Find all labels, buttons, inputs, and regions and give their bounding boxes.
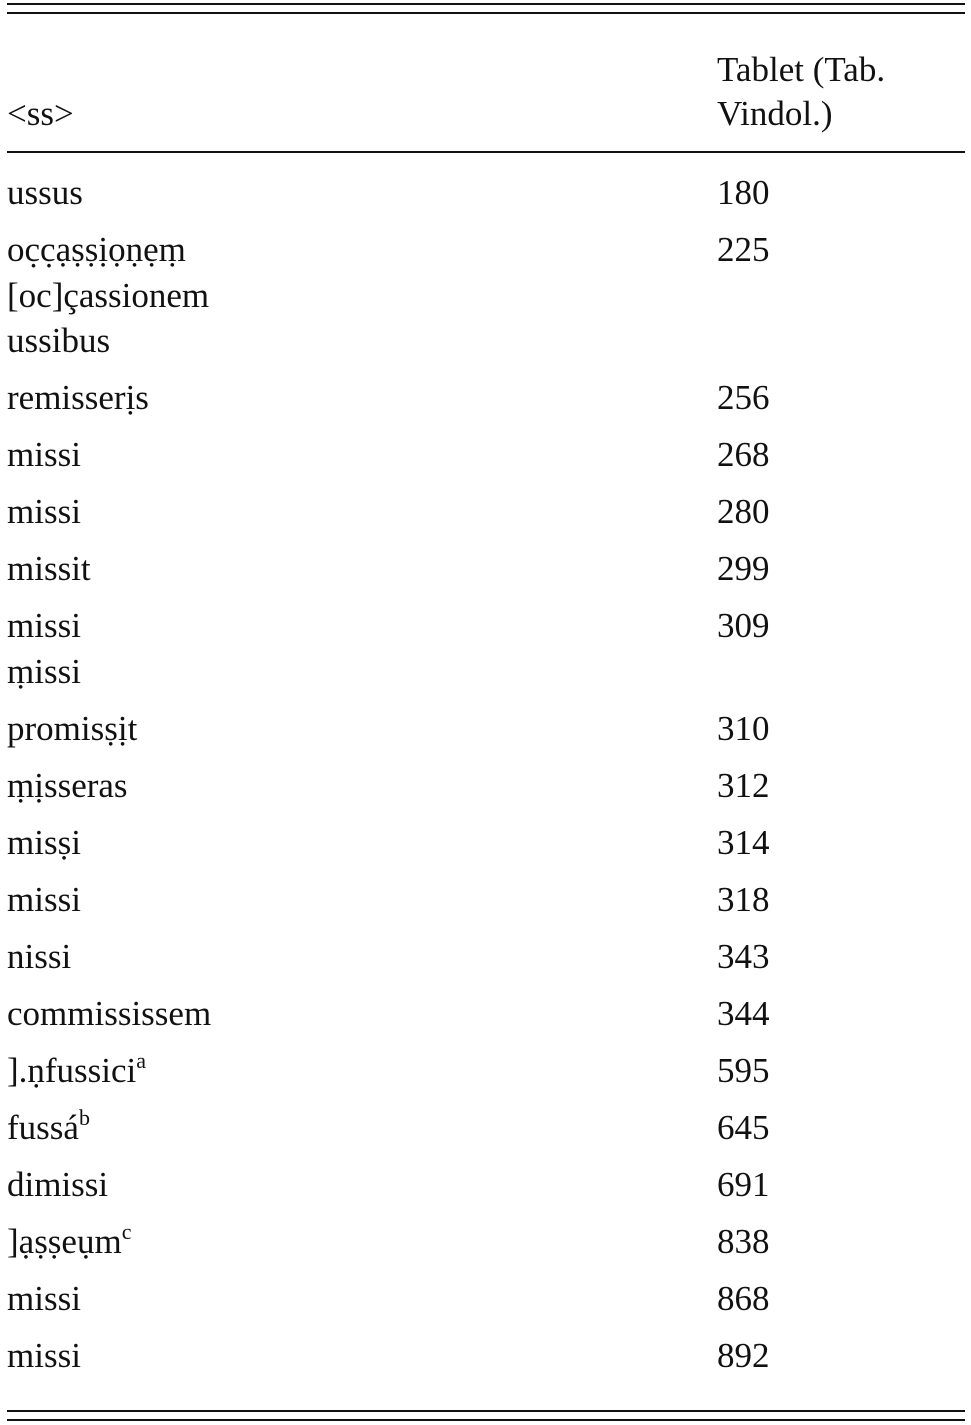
word-cell [7, 1048, 717, 1094]
word-form: ṃịsseras [7, 765, 128, 805]
word-form: ṃissi [7, 651, 81, 691]
word-form: missi [7, 606, 81, 645]
footnote-marker: b [78, 1104, 90, 1130]
table-row [7, 1048, 965, 1105]
tablet-number-cell: 892 [717, 1335, 770, 1375]
word-form [7, 1219, 717, 1265]
tablet-number-cell: 180 [717, 173, 770, 212]
table-row [7, 877, 965, 934]
word-cell [7, 603, 717, 694]
tablet-number-cell: 318 [717, 879, 770, 919]
word-cell [7, 1333, 717, 1379]
tablet-number-cell: 344 [717, 993, 770, 1033]
table-row [7, 706, 965, 763]
tablet-number-cell: 256 [717, 378, 770, 417]
table-row [7, 1105, 965, 1162]
tablet-number-cell: 868 [717, 1278, 770, 1318]
table-row [7, 227, 965, 375]
header-tablet-line-1: Tablet (Tab. [717, 50, 886, 89]
table-row [7, 991, 965, 1048]
word-form: missit [7, 549, 91, 588]
tablet-number-cell: 309 [717, 606, 770, 645]
word-form: missi [7, 1335, 81, 1375]
tablet-number-cell: 225 [717, 230, 770, 269]
word-cell [7, 934, 717, 980]
table-top-rule-outer [7, 3, 965, 5]
word-cell [7, 991, 717, 1037]
word-form: commississem [7, 993, 212, 1033]
table-header [7, 44, 965, 144]
table-row [7, 1219, 965, 1276]
word-cell [7, 227, 717, 364]
word-cell [7, 170, 717, 216]
word-form: missi [7, 435, 81, 474]
table-row [7, 934, 965, 991]
word-cell [7, 1105, 717, 1151]
word-form: nissi [7, 936, 72, 976]
table-body [7, 170, 965, 1390]
table-row [7, 603, 965, 706]
word-form [7, 1105, 717, 1151]
table-row [7, 1333, 965, 1390]
tablet-number-cell: 838 [717, 1221, 770, 1261]
word-form: [oc]çassionem [7, 275, 210, 315]
tablet-number-cell: 595 [717, 1050, 770, 1090]
footnote-marker: a [136, 1047, 147, 1073]
word-cell [7, 706, 717, 752]
word-text: ]ạṣṣeụm [7, 1221, 122, 1261]
word-cell [7, 1219, 717, 1265]
word-form: promisṣịt [7, 708, 138, 748]
word-cell [7, 489, 717, 535]
tablet-number-cell: 343 [717, 936, 770, 976]
word-cell [7, 432, 717, 478]
tablet-number-cell: 299 [717, 549, 770, 588]
word-form: remisserịs [7, 378, 149, 417]
word-cell [7, 546, 717, 592]
word-form: dimissi [7, 1164, 109, 1204]
tablet-number-cell: 280 [717, 492, 770, 531]
word-form: oc̣c̣ạṣṣịọṇẹṃ [7, 230, 186, 269]
word-form: missi [7, 492, 81, 531]
table-row [7, 820, 965, 877]
table-top-rule-inner [7, 12, 965, 14]
table-row [7, 489, 965, 546]
table-row [7, 375, 965, 432]
word-form: misṣi [7, 822, 81, 862]
table-row [7, 1276, 965, 1333]
header-tablet-column [717, 48, 885, 136]
word-cell [7, 1276, 717, 1322]
table-row [7, 170, 965, 227]
word-cell [7, 763, 717, 809]
tablet-number-cell: 268 [717, 435, 770, 474]
header-tablet-line-2: Vindol.) [717, 94, 833, 133]
word-form: ussibus [7, 321, 111, 360]
word-form: missi [7, 879, 81, 919]
tablet-number-cell: 314 [717, 822, 770, 862]
word-cell [7, 1162, 717, 1208]
word-form [7, 1048, 717, 1094]
word-text: ].ṇfussici [7, 1050, 137, 1090]
word-form: ussus [7, 173, 83, 212]
header-ss-column: <ss> [7, 94, 74, 133]
word-cell [7, 820, 717, 866]
tablet-number-cell: 691 [717, 1164, 770, 1204]
word-text: fussá [7, 1107, 79, 1147]
table-bottom-rule-inner [7, 1410, 965, 1412]
table-row [7, 432, 965, 489]
footnote-marker: c [121, 1218, 132, 1244]
table-bottom-rule-outer [7, 1419, 965, 1421]
table-header-rule [7, 151, 965, 153]
word-cell [7, 877, 717, 923]
tablet-number-cell: 312 [717, 765, 770, 805]
tablet-number-cell: 310 [717, 708, 770, 748]
table-row [7, 546, 965, 603]
table-row [7, 1162, 965, 1219]
table-row [7, 763, 965, 820]
word-cell [7, 375, 717, 421]
tablet-number-cell: 645 [717, 1107, 770, 1147]
word-form: missi [7, 1278, 81, 1318]
